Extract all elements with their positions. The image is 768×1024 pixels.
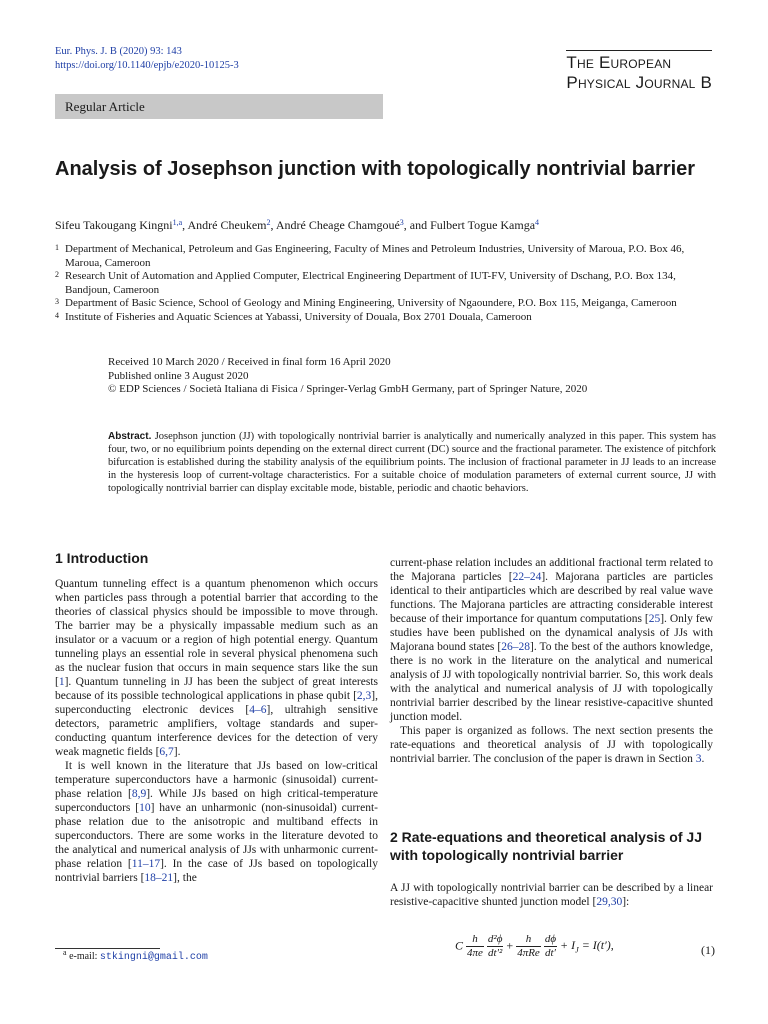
author-name: André Cheukem bbox=[187, 218, 267, 232]
citation-link[interactable]: 2,3 bbox=[356, 690, 372, 702]
paragraph-text: Quantum tunneling effect is a quantum phenomenon which occurs when particles pass through a potential barrier that according to the theories of classical physics should be impossible to move through. The barrier may be a physically impassable medium such as an insulator or a vacuum or a region of high potential energy. Quantum tunneling plays an essential role in several physical phenomena such as the nuclear fusion that occurs in main sequence stars like the sun [ bbox=[55, 578, 378, 688]
journal-name-line1: The European bbox=[566, 53, 672, 72]
abstract-label: Abstract. bbox=[108, 431, 152, 442]
affiliation-number: 3 bbox=[55, 297, 59, 306]
journal-name-line2: Physical Journal B bbox=[566, 73, 712, 92]
email-link[interactable]: stkingni@gmail.com bbox=[99, 952, 208, 963]
paragraph-text: ]. Majorana particles are particles identical to their antiparticles which are described by real value wave functions. The Majorana particles are attracting considerable interest because of their importance for quantum computations [ bbox=[390, 571, 713, 625]
affiliation bbox=[55, 297, 715, 311]
section-heading-rate-equations: 2 Rate-equations and theoretical analysis of JJ with topologically nontrivial barrier bbox=[390, 829, 702, 863]
paragraph bbox=[390, 881, 713, 909]
journal-name bbox=[566, 50, 712, 93]
right-column bbox=[390, 556, 713, 766]
eq-fraction: $\frac{h}{\text{4πRe}}$ bbox=[517, 933, 540, 959]
affiliation-list bbox=[55, 243, 715, 324]
paragraph-text: ]. In the case of JJs based on topologically nontrivial barriers [ bbox=[55, 858, 378, 884]
author-separator: , and bbox=[403, 218, 431, 232]
citation-link[interactable]: 25 bbox=[648, 613, 661, 625]
paragraph bbox=[55, 577, 378, 759]
author-affiliation-mark[interactable]: 3 bbox=[399, 218, 404, 227]
citation-link[interactable]: 4–6 bbox=[249, 704, 267, 716]
paragraph-text: ] have an unharmonic (non-sinusoidal) current-phase relation due to the anisotropic and multiband effects in superconductors. There are some works in the literature devoted to the analytical and numerical analysis of JJs with unharmonic current-phase relation [ bbox=[55, 802, 379, 870]
paragraph-text: ]. Quantum tunneling in JJ has been the subject of great interests because of its possible technological applications in phase qubit [ bbox=[55, 676, 378, 702]
journal-rule bbox=[566, 50, 712, 51]
citation-link[interactable]: 6,7 bbox=[159, 746, 174, 758]
paragraph-text: ], ultrahigh sensitive detectors, parametric amplifiers, voltage standards and super-conducting quantum interference devices for the detection of very weak magnetic fields [ bbox=[55, 704, 379, 758]
paragraph-text: A JJ with topologically nontrivial barrier can be described by a linear resistive-capacitive shunted junction model [ bbox=[390, 882, 713, 908]
abstract bbox=[108, 430, 716, 495]
received-info bbox=[108, 356, 716, 397]
citation-link[interactable]: 26–28 bbox=[501, 641, 530, 653]
paragraph-text: ]. bbox=[173, 746, 181, 758]
doi-link[interactable]: https://doi.org/10.1140/epjb/e2020-10125-3 bbox=[55, 60, 239, 71]
copyright-notice: © EDP Sciences / Società Italiana di Fisica / Springer-Verlag GmbH Germany, part of Springer Nature, 2020 bbox=[108, 383, 588, 395]
equation-intro bbox=[390, 881, 713, 909]
author-name: Sifeu Takougang Kingni bbox=[55, 218, 173, 232]
paragraph-text: ], the bbox=[173, 872, 197, 884]
journal-citation: Eur. Phys. J. B (2020) 93: 143 bbox=[55, 46, 182, 57]
paragraph-text: It is well known in the literature that JJs based on low-critical temperature superconductors have a harmonic (sinusoidal) current-phase relation [ bbox=[55, 760, 378, 800]
received-dates: Received 10 March 2020 / Received in final form 16 April 2020 bbox=[108, 356, 391, 368]
paragraph-text: . bbox=[701, 753, 705, 765]
paragraph-text: ]: bbox=[622, 896, 630, 908]
eq-plus: + bbox=[506, 938, 514, 953]
footnote bbox=[63, 948, 208, 964]
paragraph bbox=[390, 724, 713, 766]
paragraph-text: current-phase relation includes an additional fractional term related to the Majorana particles [ bbox=[390, 557, 713, 583]
paragraph bbox=[55, 759, 378, 885]
author-affiliation-mark[interactable]: 2 bbox=[266, 218, 271, 227]
citation-link[interactable]: 10 bbox=[139, 802, 151, 814]
paragraph-text: ]. Only few studies have been published on the dynamical analysis of JJs with Majorana bound states [ bbox=[390, 613, 713, 653]
citation-link[interactable]: 22–24 bbox=[512, 571, 542, 583]
article-type-banner: Regular Article bbox=[55, 94, 383, 119]
citation-link[interactable]: 11–17 bbox=[131, 858, 161, 870]
section-heading-introduction: 1 Introduction bbox=[55, 550, 149, 566]
citation-link[interactable]: 18–21 bbox=[144, 872, 174, 884]
affiliation-text: Department of Mechanical, Petroleum and Gas Engineering, Faculty of Mines and Petroleum Industries, University of Maroua, P.O. Box 46, Maroua, Cameroon bbox=[65, 243, 685, 269]
affiliation bbox=[55, 270, 715, 297]
eq-capacitance: C bbox=[455, 938, 464, 953]
author-name: André Cheage Chamgoué bbox=[275, 218, 400, 232]
author-list bbox=[55, 218, 715, 233]
left-column bbox=[55, 577, 378, 885]
citation-link[interactable]: 29,30 bbox=[596, 896, 623, 908]
footnote-label: e-mail: bbox=[69, 951, 100, 962]
affiliation-text: Research Unit of Automation and Applied Computer, Electrical Engineering Department of IUT-FV, University of Dschang, P.O. Box 134, Bandjoun, Cameroon bbox=[65, 270, 676, 296]
affiliation bbox=[55, 243, 715, 270]
published-date: Published online 3 August 2020 bbox=[108, 369, 249, 382]
paragraph-text: ]. While JJs based on high critical-temperature superconductors [ bbox=[55, 788, 378, 814]
affiliation-number: 4 bbox=[55, 310, 59, 320]
citation-link[interactable]: 1 bbox=[58, 676, 65, 688]
affiliation-number: 2 bbox=[55, 270, 59, 279]
paper-title: Analysis of Josephson junction with topologically nontrivial barrier bbox=[55, 158, 696, 180]
paragraph-text: This paper is organized as follows. The next section presents the rate-equations and theoretical analysis of JJ with topologically nontrivial barrier. The conclusion of the paper is drawn in Section bbox=[390, 725, 713, 765]
header-citation-block bbox=[55, 45, 239, 73]
citation-link[interactable]: 3 bbox=[695, 753, 702, 765]
abstract-text: Josephson junction (JJ) with topologically nontrivial barrier is analytically and numerically analyzed in this paper. This system has four, two, or no equilibrium points depending on the external direct current (DC) source and the fractional parameter. The existence of pitchfork bifurcation is established during the stability analysis of the equilibrium points. The inclusion of fractional parameter in JJ leads to an increase in the hysteresis loop of current-voltage characteristics. For a suitable choice of modulation parameters of external current source, JJ with topologically nontrivial barrier can display excitable mode, bistable, periodic and chaotic behaviors. bbox=[108, 431, 716, 494]
footnote-rule bbox=[55, 948, 160, 949]
author-affiliation-mark[interactable]: 4 bbox=[535, 218, 540, 227]
affiliation-number: 1 bbox=[55, 243, 59, 252]
citation-link[interactable]: 8,9 bbox=[131, 788, 147, 800]
paragraph bbox=[390, 556, 713, 724]
affiliation-text: Department of Basic Science, School of Geology and Mining Engineering, University of Ngaoundere, P.O. Box 115, Meiganga, Cameroon bbox=[65, 297, 677, 309]
eq-fraction: $\frac{h}{4\pi e}$ bbox=[467, 933, 483, 959]
eq-fraction: $\frac{\text{d²ϕ}}{\text{dt′²}}$ bbox=[487, 933, 503, 959]
author-affiliation-mark[interactable]: 1,a bbox=[172, 218, 183, 227]
paragraph-text: ]. To the best of the authors knowledge, there is no work in the literature on the analytical and numerical analysis of JJ with topologically nontrivial barrier. So, this work deals with the analytical and numerical analysis of JJ with topologically nontrivial barrier described by the linear resistive-capacitive shunted junction model. bbox=[390, 641, 713, 723]
paragraph-text: ], superconducting electronic devices [ bbox=[55, 690, 378, 716]
author-name: Fulbert Togue Kamga bbox=[430, 218, 536, 232]
footnote-mark: a bbox=[63, 948, 67, 957]
eq-fraction: $\frac{d\phi}{dt'}$ bbox=[544, 933, 557, 959]
author-separator: , bbox=[182, 218, 188, 232]
eq-rhs: + $I_J = I(t')$, bbox=[560, 938, 614, 955]
equation-number: (1) bbox=[701, 943, 715, 957]
affiliation bbox=[55, 311, 715, 325]
equation-1 bbox=[455, 933, 715, 973]
author-separator: , bbox=[270, 218, 276, 232]
affiliation-text: Institute of Fisheries and Aquatic Sciences at Yabassi, University of Douala, Box 2701 Douala, Cameroon bbox=[65, 310, 532, 323]
